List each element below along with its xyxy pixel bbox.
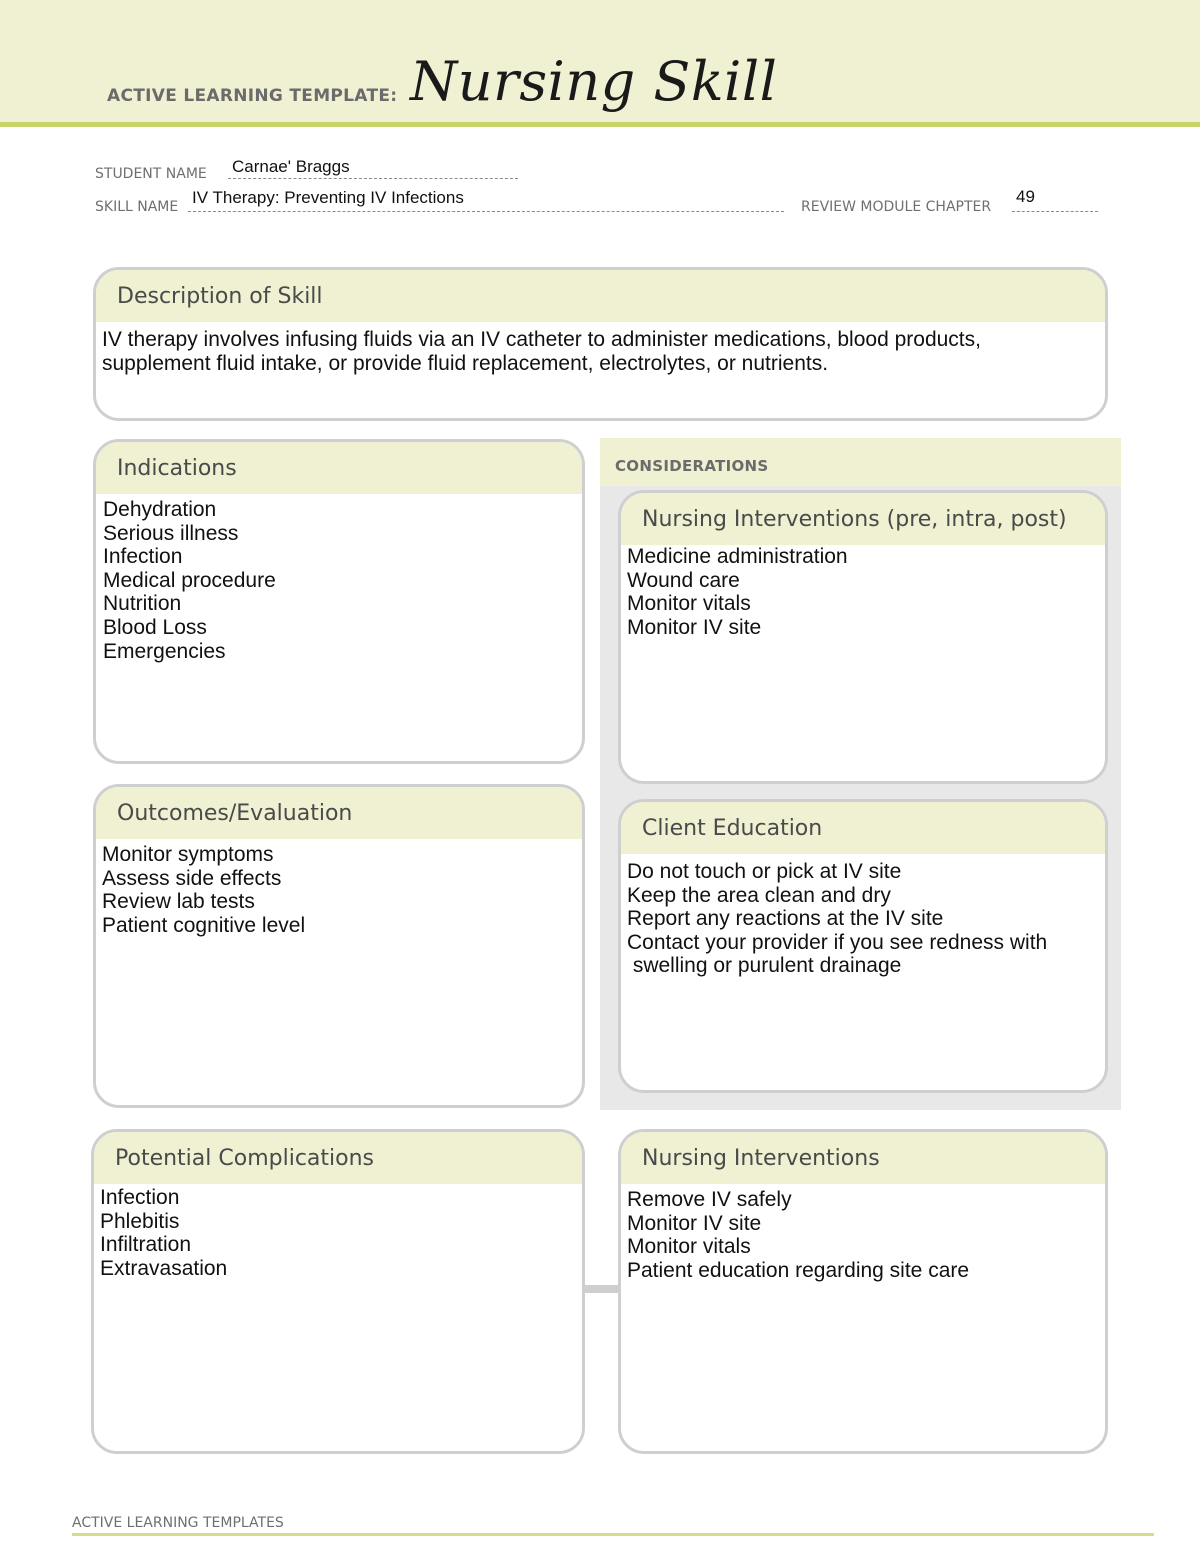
list-item: Patient cognitive level — [102, 913, 306, 937]
nursing-interventions-pip-box[interactable] — [618, 490, 1108, 784]
outcomes-list — [96, 839, 582, 937]
nursing-interventions-box[interactable] — [618, 1129, 1108, 1454]
list-item: Remove IV safely — [627, 1188, 792, 1211]
list-item: Monitor symptoms — [102, 843, 274, 866]
list-item: Dehydration — [103, 498, 217, 521]
skill-name-field[interactable]: IV Therapy: Preventing IV Infections — [192, 188, 464, 207]
description-line: IV therapy involves infusing fluids via an IV catheter to administer medications, blood products, — [102, 328, 981, 351]
list-item: Report any reactions at the IV site — [627, 907, 944, 931]
nursing-interventions-list — [621, 1184, 1105, 1282]
nursing-interventions-title: Nursing Interventions — [621, 1132, 1105, 1184]
student-name-label: STUDENT NAME — [95, 166, 207, 182]
description-box[interactable] — [93, 267, 1108, 421]
list-item: Assess side effects — [102, 866, 282, 890]
footer-label: ACTIVE LEARNING TEMPLATES — [72, 1515, 284, 1531]
list-item: Infiltration — [100, 1233, 192, 1257]
list-item: Medicine administration — [627, 545, 848, 568]
chapter-line — [1012, 211, 1098, 212]
list-item: Blood Loss — [103, 615, 207, 639]
list-item: swelling or purulent drainage — [627, 954, 902, 978]
indications-box[interactable] — [93, 439, 585, 764]
list-item: Nutrition — [103, 592, 182, 616]
list-item: Phlebitis — [100, 1209, 180, 1233]
list-item: Wound care — [627, 568, 740, 592]
template-title: Nursing Skill — [410, 50, 778, 113]
skill-name-label: SKILL NAME — [95, 199, 179, 215]
student-name-field[interactable]: Carnae' Braggs — [232, 157, 350, 176]
list-item: Monitor IV site — [627, 1211, 762, 1235]
list-item: Monitor vitals — [627, 1235, 751, 1259]
list-item: Monitor vitals — [627, 592, 751, 616]
box-connector — [583, 1285, 621, 1293]
nursing-interventions-pip-title: Nursing Interventions (pre, intra, post) — [621, 493, 1105, 545]
list-item: Emergencies — [103, 639, 226, 663]
chapter-label: REVIEW MODULE CHAPTER — [801, 199, 992, 215]
list-item: Patient education regarding site care — [627, 1258, 970, 1282]
list-item: Review lab tests — [102, 890, 255, 914]
description-line: supplement fluid intake, or provide fluid replacement, electrolytes, or nutrients. — [102, 351, 829, 375]
considerations-label: CONSIDERATIONS — [615, 457, 769, 475]
list-item: Monitor IV site — [627, 615, 762, 639]
outcomes-title: Outcomes/Evaluation — [96, 787, 582, 839]
template-label: ACTIVE LEARNING TEMPLATE: — [107, 86, 398, 106]
description-body — [96, 322, 1105, 375]
skill-name-line — [188, 211, 784, 212]
list-item: Infection — [100, 1186, 180, 1209]
indications-list — [96, 494, 582, 663]
client-education-box[interactable] — [618, 799, 1108, 1093]
student-name-line — [228, 178, 518, 179]
chapter-field[interactable]: 49 — [1016, 187, 1035, 206]
list-item: Do not touch or pick at IV site — [627, 860, 902, 883]
indications-title: Indications — [96, 442, 582, 494]
list-item: Keep the area clean and dry — [627, 883, 891, 907]
list-item: Medical procedure — [103, 568, 276, 592]
nursing-interventions-pip-list — [621, 545, 1105, 639]
complications-box[interactable] — [91, 1129, 585, 1454]
client-education-title: Client Education — [621, 802, 1105, 854]
outcomes-box[interactable] — [93, 784, 585, 1108]
header-rule — [0, 122, 1200, 127]
complications-list — [94, 1184, 582, 1280]
description-title: Description of Skill — [96, 270, 1105, 322]
list-item: Contact your provider if you see redness with — [627, 930, 1048, 954]
list-item: Infection — [103, 545, 183, 569]
list-item: Extravasation — [100, 1256, 228, 1280]
footer-rule — [72, 1533, 1154, 1536]
complications-title: Potential Complications — [94, 1132, 582, 1184]
client-education-list — [621, 854, 1105, 978]
list-item: Serious illness — [103, 521, 239, 545]
